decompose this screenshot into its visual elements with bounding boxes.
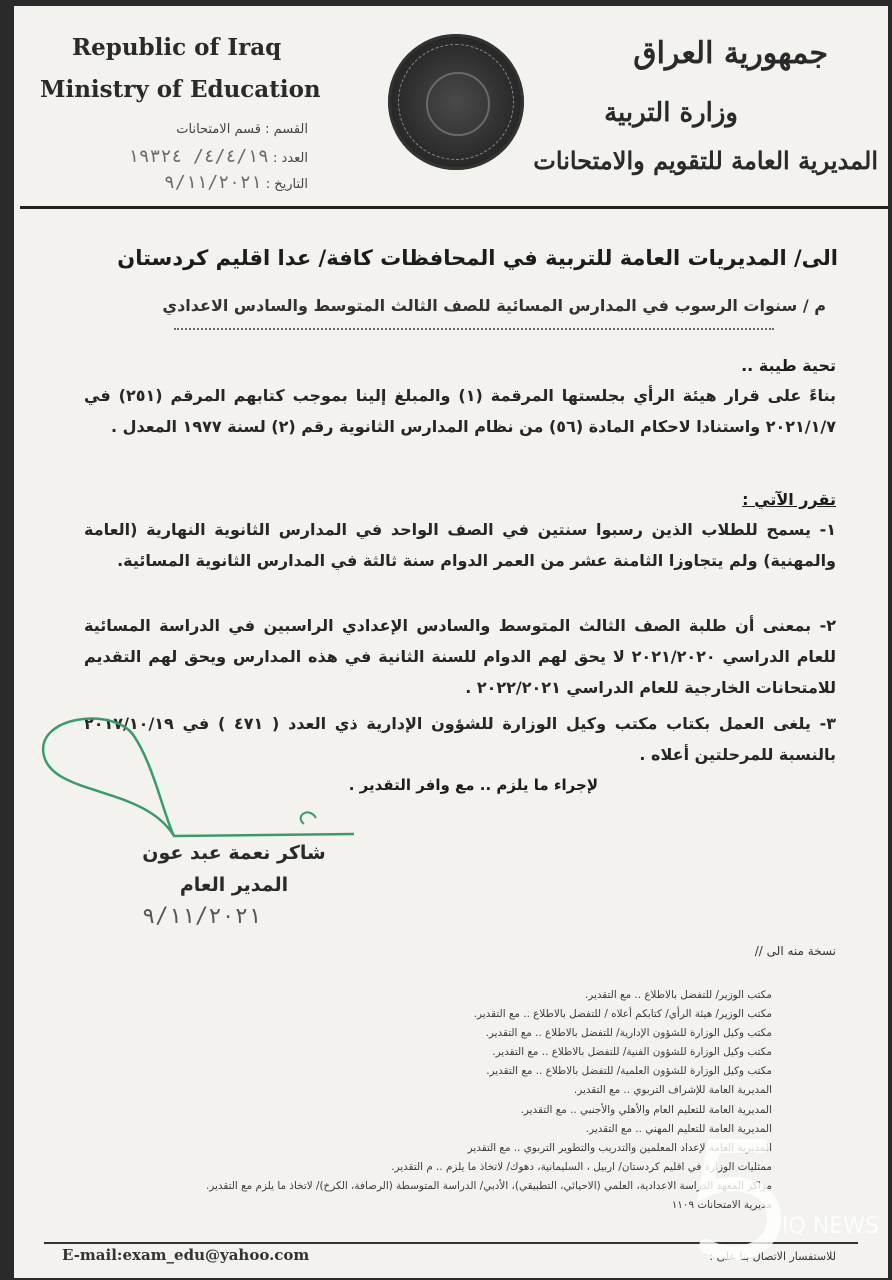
arabic-header-ministry: وزارة التربية xyxy=(604,98,738,128)
arabic-header-country: جمهورية العراق xyxy=(633,36,828,71)
meta-department-label: القسم : xyxy=(265,122,308,137)
subject-divider xyxy=(174,328,774,330)
copy-item: • مكتب الوزير/ للتفضل بالاطلاع .. مع التقدير. xyxy=(112,986,772,1005)
document-page xyxy=(14,6,888,1278)
signer-title: المدير العام xyxy=(179,874,289,896)
header-divider xyxy=(20,206,888,209)
meta-number-value: ٤/٤/١٩/ ١٩٣٢٤ xyxy=(127,146,269,167)
decision-heading: تقرر الآتي : xyxy=(742,490,836,509)
copy-item: • مكتب وكيل الوزارة للشؤون الإدارية/ للتفضل بالاطلاع .. مع التقدير. xyxy=(112,1024,772,1043)
decision-item-1 xyxy=(84,514,836,576)
meta-date-label: التاريخ : xyxy=(265,177,308,192)
meta-department xyxy=(176,122,308,137)
watermark-brand: IQ NEWS xyxy=(782,1214,879,1239)
meta-number xyxy=(128,146,308,167)
copy-item: • المديرية العامة للتعليم المهني .. مع التقدير. xyxy=(112,1120,772,1139)
decision-item-1-text: ١- يسمح للطلاب الذين رسبوا سنتين في الصف الواحد في المدارس الثانوية النهارية (العامة والمهنية) ولم يتجاوزا الثامنة عشر من العمر الدوام سنة ثالثة في المدارس الثانوية المسائية. xyxy=(84,520,836,570)
decision-item-3-text: ٣- يلغى العمل بكتاب مكتب وكيل الوزارة للشؤون الإدارية ذي العدد ( ٤٧١ ) في ٢٠١٧/١٠/١٩ بالنسبة للمرحلتين أعلاه . xyxy=(84,714,837,764)
copy-item: • المديرية العامة للإشراف التربوي .. مع التقدير. xyxy=(112,1081,772,1100)
copy-item: • المديرية العامة للتعليم العام والأهلي والأجنبي .. مع التقدير. xyxy=(112,1101,772,1120)
letter-recipient: الى/ المديريات العامة للتربية في المحافظات كافة/ عدا اقليم كردستان xyxy=(117,246,838,270)
copy-item: • ممثليات الوزارة في اقليم كردستان/ اربيل ، السليمانية، دهوك/ لاتخاذ ما يلزم .. م التقدير. xyxy=(112,1158,772,1177)
iq-news-logo-icon xyxy=(662,1128,822,1278)
official-seal xyxy=(388,34,524,170)
signature-date: ٩/١١/٢٠٢١ xyxy=(142,904,262,929)
english-header-country: Republic of Iraq xyxy=(72,34,282,61)
copy-item: • مراكز المعهد الدراسة الاعدادية، العلمي (الاحيائي، التطبيقي)، الأدبي/ الدراسة المتوسطة (الرصافة، الكرخ)/ لاتخاذ ما يلزم مع التقدير. xyxy=(112,1177,772,1196)
meta-date-value: ٩/١١/٢٠٢١ xyxy=(164,172,262,193)
copy-item: • المديرية العامة لإعداد المعلمين والتدريب والتطوير التربوي .. مع التقدير xyxy=(112,1139,772,1158)
seal-emblem-icon xyxy=(426,72,490,136)
handwritten-signature xyxy=(24,706,364,846)
copy-item: • مكتب الوزير/ هيئة الرأي/ كتابكم أعلاه / للتفضل بالاطلاع .. مع التقدير. xyxy=(112,1005,772,1024)
footer-contact: للاستفسار الاتصال بنا على : xyxy=(709,1250,836,1263)
letter-closing: لإجراء ما يلزم .. مع وافر التقدير . xyxy=(348,776,598,794)
signer-name: شاكر نعمة عبد عون xyxy=(142,842,326,864)
copy-item: • مديرية الامتحانات ١١٠٩ xyxy=(112,1196,772,1215)
decision-item-2-text: ٢- بمعنى أن طلبة الصف الثالث المتوسط والسادس الإعدادي الراسبين في الدراسة المسائية للعام الدراسي ٢٠٢١/٢٠٢٠ لا يحق لهم الدوام للسنة الثانية في هذه المدارس ويحق لهم التقديم للامتحانات الخارجية للعام الدراسي ٢٠٢٢/٢٠٢١ . xyxy=(84,616,837,697)
footer-email: E-mail:exam_edu@yahoo.com xyxy=(62,1246,310,1264)
meta-date xyxy=(164,172,308,193)
letter-intro xyxy=(84,380,836,442)
letter-intro-text: بناءً على قرار هيئة الرأي بجلستها المرقمة (١) والمبلغ إلينا بموجب كتابهم المرقم (٢٥١) في ٢٠٢١/١/٧ واستنادا لاحكام المادة (٥٦) من نظام المدارس الثانوية رقم (٢) لسنة ١٩٧٧ المعدل . xyxy=(84,386,837,436)
copies-heading: نسخة منه الى // xyxy=(754,944,836,958)
arabic-header-directorate: المديرية العامة للتقويم والامتحانات xyxy=(533,146,878,175)
meta-number-label: العدد : xyxy=(273,151,308,166)
copy-item: • مكتب وكيل الوزارة للشؤون العلمية/ للتفضل بالاطلاع .. مع التقدير. xyxy=(112,1062,772,1081)
english-header-ministry: Ministry of Education xyxy=(40,76,321,103)
copy-item: • مكتب وكيل الوزارة للشؤون الفنية/ للتفضل بالاطلاع .. مع التقدير. xyxy=(112,1043,772,1062)
meta-department-value: قسم الامتحانات xyxy=(176,122,261,137)
letter-greeting: تحية طيبة .. xyxy=(741,356,836,375)
letter-subject: م / سنوات الرسوب في المدارس المسائية للصف الثالث المتوسط والسادس الاعدادي xyxy=(162,296,826,315)
decision-item-2 xyxy=(84,610,836,703)
